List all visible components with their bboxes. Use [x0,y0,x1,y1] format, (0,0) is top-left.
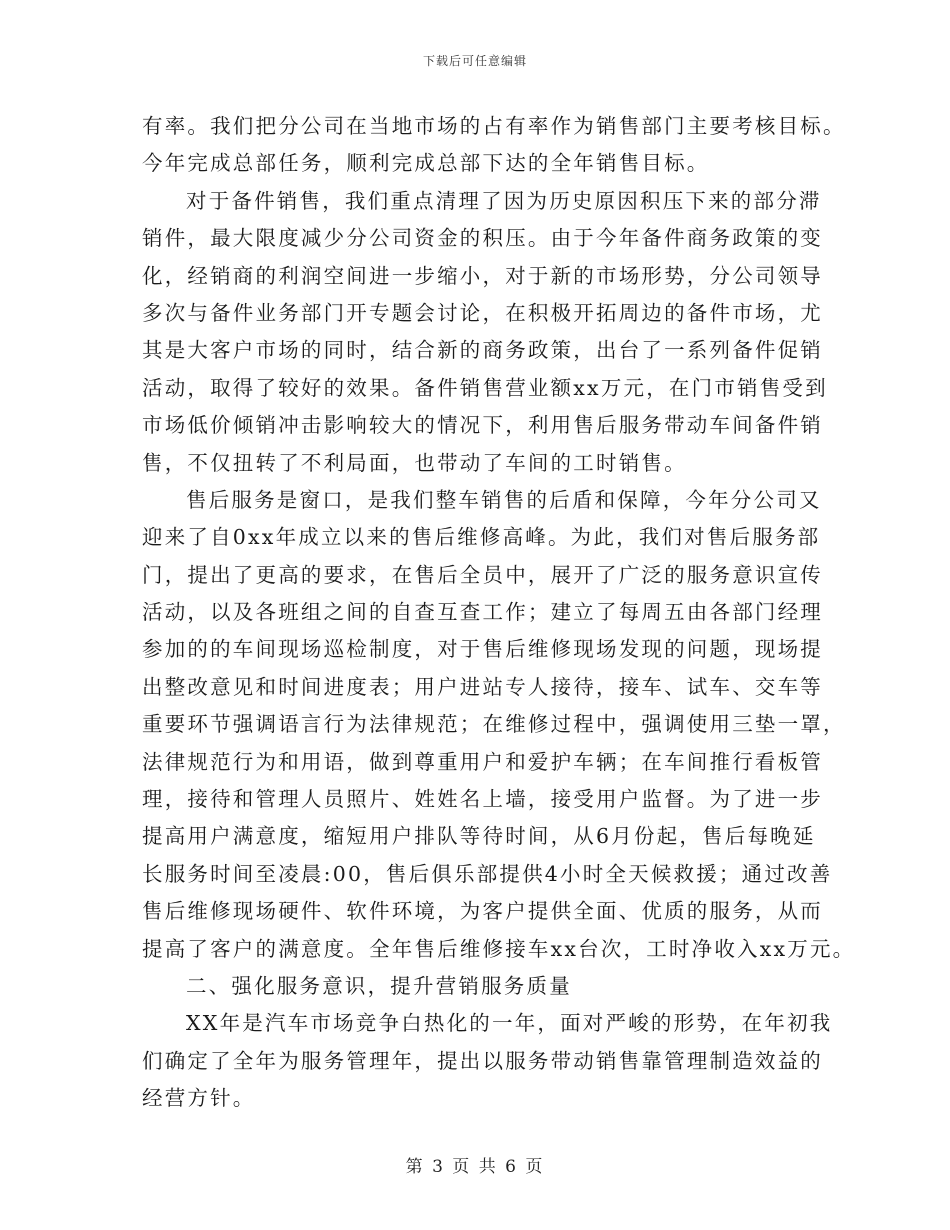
text-line: 售，不仅扭转了不利局面，也带动了车间的工时销售。 [142,450,687,475]
text-line: 经营方针。 [142,1086,256,1111]
text-line: 售后维修现场硬件、软件环境，为客户提供全面、优质的服务，从而 [142,899,823,924]
text-line: 出整改意见和时间进度表；用户进站专人接待，接车、试车、交车等 [142,674,823,699]
text-line: 们确定了全年为服务管理年，提出以服务带动销售靠管理制造效益的 [142,1048,823,1073]
text-line: 活动，取得了较好的效果。备件销售营业额xx万元，在门市销售受到 [142,375,828,400]
text-line: 二、强化服务意识，提升营销服务质量 [186,973,572,998]
text-line: 参加的的车间现场巡检制度，对于售后维修现场发现的问题，现场提 [142,637,823,662]
text-line: 活动，以及各班组之间的自查互查工作；建立了每周五由各部门经理 [142,600,823,625]
text-line: 今年完成总部任务，顺利完成总部下达的全年销售目标。 [142,151,710,176]
text-line: 售后服务是窗口，是我们整车销售的后盾和保障，今年分公司又 [186,487,822,512]
text-line: 重要环节强调语言行为法律规范；在维修过程中，强调使用三垫一罩， [142,712,846,737]
text-line: XX年是汽车市场竞争白热化的一年，面对严峻的形势，在年初我 [186,1011,833,1036]
text-line: 销件，最大限度减少分公司资金的积压。由于今年备件商务政策的变 [142,226,823,251]
text-line: 门，提出了更高的要求，在售后全员中，展开了广泛的服务意识宣传 [142,562,823,587]
text-line: 迎来了自0xx年成立以来的售后维修高峰。为此，我们对售后服务部 [142,525,821,550]
text-line: 法律规范行为和用语，做到尊重用户和爱护车辆；在车间推行看板管 [142,749,823,774]
text-line: 对于备件销售，我们重点清理了因为历史原因积压下来的部分滞 [186,188,822,213]
text-line: 长服务时间至凌晨:00，售后俱乐部提供4小时全天候救援；通过改善 [142,861,833,886]
document-body [142,108,856,1118]
text-line: 有率。我们把分公司在当地市场的占有率作为销售部门主要考核目标。 [142,114,846,138]
text-line: 提高了客户的满意度。全年售后维修接车xx台次，工时净收入xx万元。 [142,936,856,961]
text-line: 市场低价倾销冲击影响较大的情况下，利用售后服务带动车间备件销 [142,413,823,438]
text-line: 多次与备件业务部门开专题会讨论，在积极开拓周边的备件市场，尤 [142,300,823,325]
page-footer: 第 3 页 共 6 页 [405,1157,545,1177]
text-line: 理，接待和管理人员照片、姓姓名上墙，接受用户监督。为了进一步 [142,787,823,812]
text-line: 化，经销商的利润空间进一步缩小，对于新的市场形势，分公司领导 [142,263,823,288]
text-line: 其是大客户市场的同时，结合新的商务政策，出台了一系列备件促销 [142,338,823,363]
text-line: 提高用户满意度，缩短用户排队等待时间，从6月份起，售后每晚延 [142,824,816,849]
page-header: 下载后可任意编辑 [422,54,527,68]
